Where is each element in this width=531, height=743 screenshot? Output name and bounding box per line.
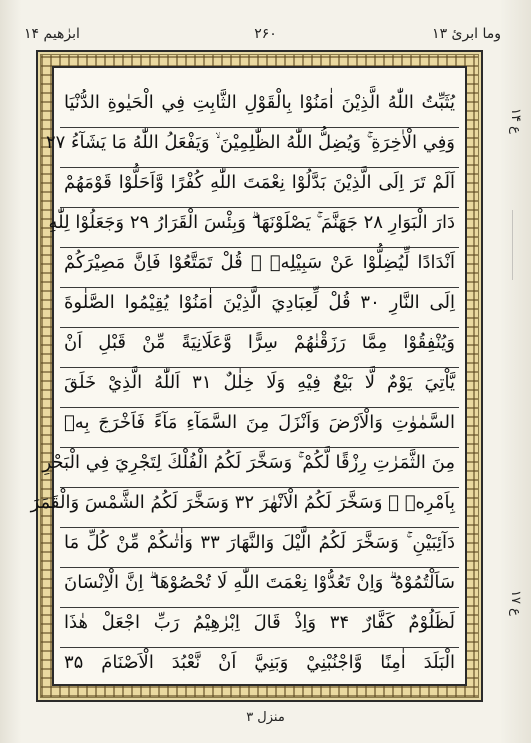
page-header: [0, 26, 531, 46]
text-line: اَلَمْ تَرَ اِلَى الَّذِيْنَ بَدَّلُوْا نِعْمَتَ اللّٰهِ كُفْرًا وَّاَحَلُّوْا قَوْمَهُمْ: [60, 168, 459, 208]
ruku-marker-top: ع ۱۴: [508, 108, 523, 134]
decorative-border: [30, 50, 483, 702]
text-line: دَآئِبَيْنِ ۚ وَسَخَّرَ لَكُمُ الَّيْلَ وَالنَّهَارَ ۳۳ وَاٰتٰىكُمْ مِّنْ كُلِّ مَا: [60, 528, 459, 568]
text-line: يَّاْتِيَ يَوْمٌ لَّا بَيْعٌ فِيْهِ وَلَا خِلٰلٌ ۳۱ اَللّٰهُ الَّذِيْ خَلَقَ: [60, 368, 459, 408]
verse-lines: [30, 88, 459, 688]
manzil-footer: منزل ۳: [246, 710, 285, 725]
text-line: وَيُنْفِقُوْا مِمَّا رَزَقْنٰهُمْ سِرًّا وَّعَلَانِيَةً مِّنْ قَبْلِ اَنْ: [60, 328, 459, 368]
text-line: دَارَ الْبَوَارِ ۲۸ جَهَنَّمَ ۚ يَصْلَوْنَهَا ۗ وَبِئْسَ الْقَرَارُ ۲۹ وَجَعَلُوْا لِلّٰهِ: [60, 208, 459, 248]
ruku-marker-bottom: ع ۱۷: [508, 590, 523, 616]
surah-title: ابرٰھیم ۱۴: [24, 26, 80, 42]
text-line: لَظَلُوْمٌ كَفَّارٌ ۳۴ وَاِذْ قَالَ اِبْرٰهِيْمُ رَبِّ اجْعَلْ هٰذَا: [60, 608, 459, 648]
text-line: سَاَلْتُمُوْهُ ۗ وَاِنْ تَعُدُّوْا نِعْمَتَ اللّٰهِ لَا تُحْصُوْهَا ۗ اِنَّ الْاِنْسَانَ: [60, 568, 459, 608]
text-line: السَّمٰوٰتِ وَالْاَرْضَ وَاَنْزَلَ مِنَ السَّمَآءِ مَآءً فَاَخْرَجَ بِهٖ: [60, 408, 459, 448]
text-panel: [30, 66, 467, 686]
pencil-annotation: [496, 210, 513, 280]
text-line: اَنْدَادًا لِّيُضِلُّوْا عَنْ سَبِيْلِهٖ ۗ قُلْ تَمَتَّعُوْا فَاِنَّ مَصِيْرَكُمْ: [60, 248, 459, 288]
juz-title: وما ابرئ ۱۳: [432, 26, 501, 42]
text-line: الْبَلَدَ اٰمِنًا وَّاجْنُبْنِيْ وَبَنِيَّ اَنْ نَّعْبُدَ الْاَصْنَامَ ۳۵: [64, 652, 455, 673]
text-line: مِنَ الثَّمَرٰتِ رِزْقًا لَّكُمْ ۚ وَسَخَّرَ لَكُمُ الْفُلْكَ لِتَجْرِيَ فِي الْبَحْرِ: [60, 448, 459, 488]
page-number: ۲۶۰: [254, 26, 277, 42]
text-line: اِلَى النَّارِ ۳۰ قُلْ لِّعِبَادِيَ الَّذِيْنَ اٰمَنُوْا يُقِيْمُوا الصَّلٰوةَ: [60, 288, 459, 328]
text-line: بِاَمْرِهٖ ۚ وَسَخَّرَ لَكُمُ الْاَنْهٰرَ ۳۲ وَسَخَّرَ لَكُمُ الشَّمْسَ وَالْقَمَرَ: [60, 488, 459, 528]
text-line: وَفِي الْاٰخِرَةِ ۚ وَيُضِلُّ اللّٰهُ الظّٰلِمِيْنَ ۙ وَيَفْعَلُ اللّٰهُ مَا يَشَآءُ ۲۷: [60, 128, 459, 168]
text-line: يُثَبِّتُ اللّٰهُ الَّذِيْنَ اٰمَنُوْا بِالْقَوْلِ الثَّابِتِ فِي الْحَيٰوةِ الدُّنْيَا: [60, 88, 459, 128]
